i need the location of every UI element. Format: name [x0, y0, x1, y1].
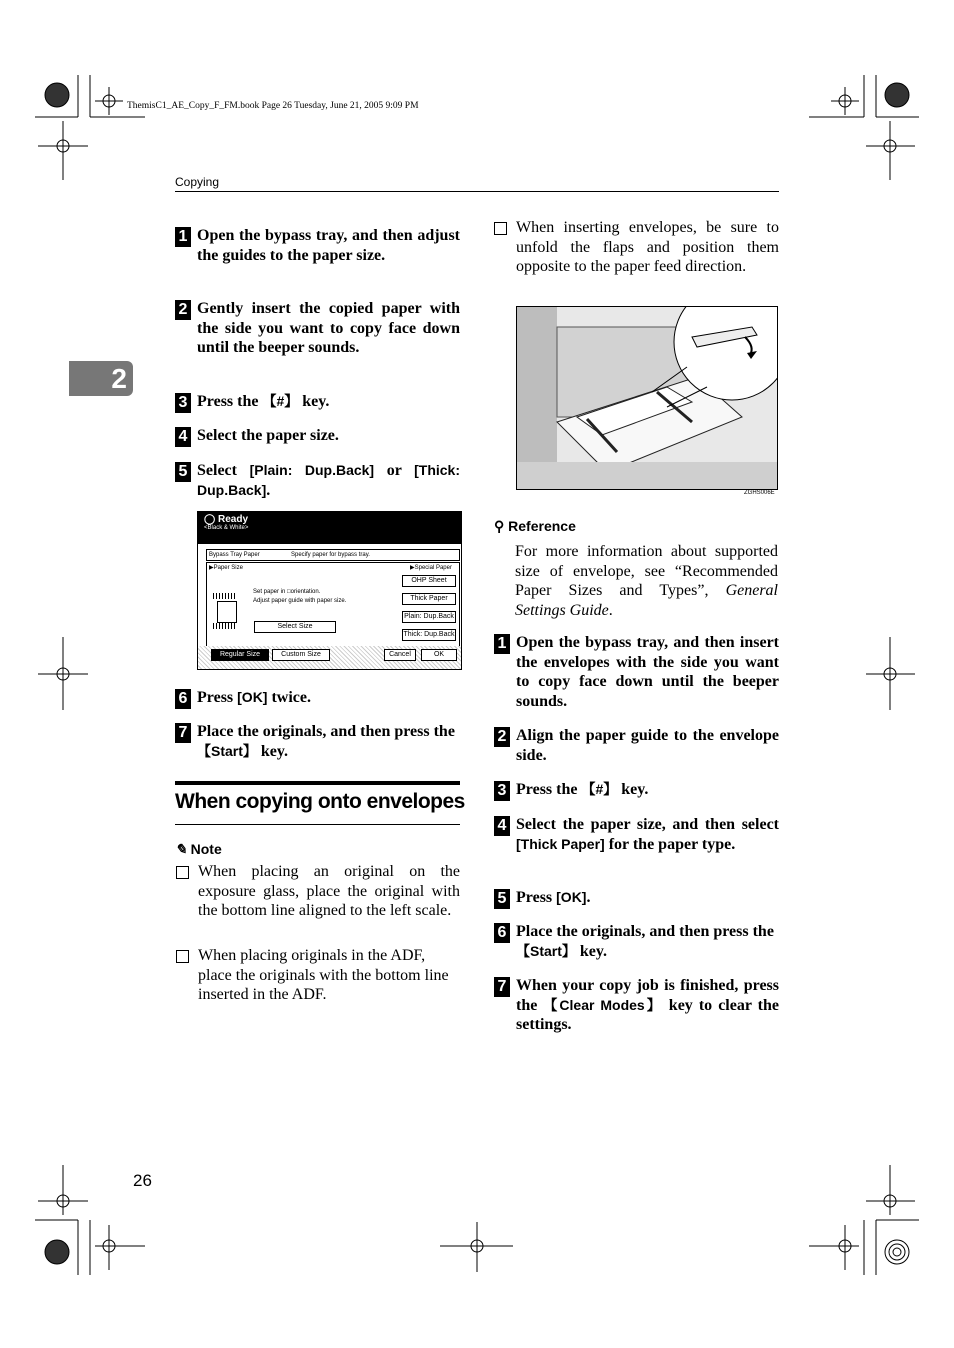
page-number: 26: [133, 1171, 152, 1190]
control-panel-screen: [197, 511, 462, 670]
envelope-note: When inserting envelopes, be sure to unfold the flaps and position them opposite to the paper feed direction.: [494, 218, 779, 277]
left-step-5: [175, 461, 460, 500]
step-number: 1: [175, 227, 191, 247]
step-text: Open the bypass tray, and then insert the envelopes with the side you want to copy face down until the beeper sounds.: [516, 634, 779, 710]
step-number: 7: [494, 977, 510, 997]
step-text: [197, 392, 329, 412]
custom-size-button[interactable]: Custom Size: [272, 649, 330, 661]
step-text: Gently insert the copied paper with the side you want to copy face down until the beeper sounds.: [197, 300, 460, 356]
thick-dup-key: [Thick: Dup.Back]: [197, 462, 460, 498]
step-number: 7: [175, 723, 191, 743]
step-number: 3: [494, 781, 510, 801]
note-item: When placing an original on the exposure glass, place the original with the bottom line aligned to the left scale.: [176, 862, 460, 921]
text-part: twice.: [267, 689, 311, 706]
start-key: 【Start】: [197, 742, 257, 759]
text-part: .: [266, 481, 271, 499]
step-text: [516, 888, 590, 908]
plain-dup-back-button[interactable]: Plain: Dup.Back: [402, 611, 456, 623]
text-part: When your copy job is finished, press the: [516, 977, 779, 1014]
text-part: key.: [298, 393, 330, 410]
reference-text: For more information about supported size of envelope, see “Recommended Paper Sizes and Types”, General Settings Guide.: [515, 543, 778, 619]
panel-ready: ◯ Ready: [204, 514, 248, 525]
figure-code: ZGHS006E: [744, 490, 775, 496]
pencil-icon: ✎: [175, 841, 187, 857]
section-heading: When copying onto envelopes: [175, 790, 465, 813]
ok-key: [OK]: [237, 689, 268, 705]
right-step-3: [494, 780, 779, 801]
left-step-4: [175, 426, 460, 447]
panel-title-row: Bypass Tray Paper Specify paper for bypass tray.: [206, 549, 460, 561]
chapter-number: 2: [111, 363, 127, 394]
hash-key: 【#】: [581, 781, 618, 797]
note-title: ✎ Note: [175, 841, 222, 857]
clear-modes-key: 【Clear Modes】: [543, 996, 663, 1013]
step-text: [516, 815, 779, 854]
section-rule-bottom: [175, 824, 460, 825]
step-number: 5: [494, 889, 510, 909]
panel-instructions: Set paper in □orientation. Adjust paper guide with paper size.: [253, 589, 347, 604]
text-part: Place the originals, and then press the: [197, 723, 455, 740]
header-rule: [175, 191, 779, 192]
panel-main-area: [206, 562, 460, 648]
ok-key: [OK]: [556, 889, 587, 905]
plain-dup-key: [Plain: Dup.Back]: [249, 462, 375, 478]
thick-paper-key: [Thick Paper]: [516, 835, 605, 852]
section-rule-top: [175, 781, 460, 785]
book-info: ThemisC1_AE_Copy_F_FM.book Page 26 Tuesday, June 21, 2005 9:09 PM: [127, 101, 419, 111]
text-part: for the paper type.: [604, 835, 736, 853]
right-step-1: [494, 633, 779, 711]
start-key: 【Start】: [516, 942, 576, 959]
step-text: [197, 722, 460, 761]
panel-paper-size-label: ▶Paper Size: [209, 565, 243, 571]
text-part: key.: [575, 942, 608, 960]
right-step-2: [494, 726, 779, 765]
paper-diagram-icon: [213, 591, 239, 631]
step-number: 6: [494, 923, 510, 943]
step-number: 3: [175, 393, 191, 413]
magnifier-icon: ⚲: [494, 518, 505, 534]
ohp-sheet-button[interactable]: OHP Sheet: [402, 575, 456, 587]
step-text: [516, 976, 779, 1035]
text-part: Press: [197, 689, 238, 706]
thick-dup-back-button[interactable]: Thick: Dup.Back: [402, 629, 456, 641]
step-number: 4: [494, 816, 510, 836]
left-step-2: [175, 299, 460, 358]
left-step-6: [175, 688, 460, 709]
step-text: [197, 461, 460, 500]
panel-status-bar: [198, 512, 461, 544]
text-part: key.: [617, 781, 649, 798]
hash-key: 【#】: [262, 393, 299, 409]
note-item: When placing originals in the ADF, place the originals with the bottom line inserted in the ADF.: [176, 946, 460, 1005]
text-part: Place the originals, and then press the: [516, 923, 774, 940]
step-text: [516, 922, 779, 961]
right-step-6: [494, 922, 779, 961]
running-header: Copying: [175, 175, 220, 189]
left-step-1: [175, 226, 460, 265]
chapter-tab: [69, 361, 133, 396]
text-part: Select: [197, 462, 250, 479]
panel-mode: <Black & White>: [204, 525, 249, 531]
step-number: 6: [175, 689, 191, 709]
tray-drawing: [517, 307, 777, 489]
bypass-tray-illustration: [516, 306, 778, 490]
text-part: key.: [256, 742, 289, 760]
left-step-7: [175, 722, 460, 761]
regular-size-button[interactable]: Regular Size: [211, 649, 269, 661]
thick-paper-button[interactable]: Thick Paper: [402, 593, 456, 605]
text-part: or: [374, 462, 415, 479]
cancel-button[interactable]: Cancel: [384, 649, 416, 661]
step-text: [197, 688, 311, 708]
step-number: 5: [175, 462, 191, 482]
text-part: Press the: [516, 781, 582, 798]
left-step-3: [175, 392, 460, 413]
step-number: 2: [175, 300, 191, 320]
step-number: 4: [175, 427, 191, 447]
right-step-7: [494, 976, 779, 1035]
step-text: Open the bypass tray, and then adjust the guides to the paper size.: [197, 227, 460, 264]
step-number: 1: [494, 634, 510, 654]
right-step-5: [494, 888, 779, 909]
select-size-button[interactable]: Select Size: [254, 621, 336, 633]
panel-special-paper-label: ▶Special Paper: [410, 565, 452, 571]
text-part: Press the: [197, 393, 263, 410]
text-part: key to clear the settings.: [516, 996, 780, 1033]
text-part: .: [586, 889, 591, 906]
step-number: 2: [494, 727, 510, 747]
step-text: Select the paper size.: [197, 427, 339, 444]
step-text: [516, 780, 648, 800]
text-part: Select the paper size, and then select: [516, 816, 779, 833]
ok-button[interactable]: OK: [421, 649, 457, 661]
reference-title: ⚲ Reference: [494, 518, 576, 534]
text-part: Press: [516, 889, 557, 906]
right-step-4: [494, 815, 779, 854]
step-text: Align the paper guide to the envelope side.: [516, 727, 779, 764]
